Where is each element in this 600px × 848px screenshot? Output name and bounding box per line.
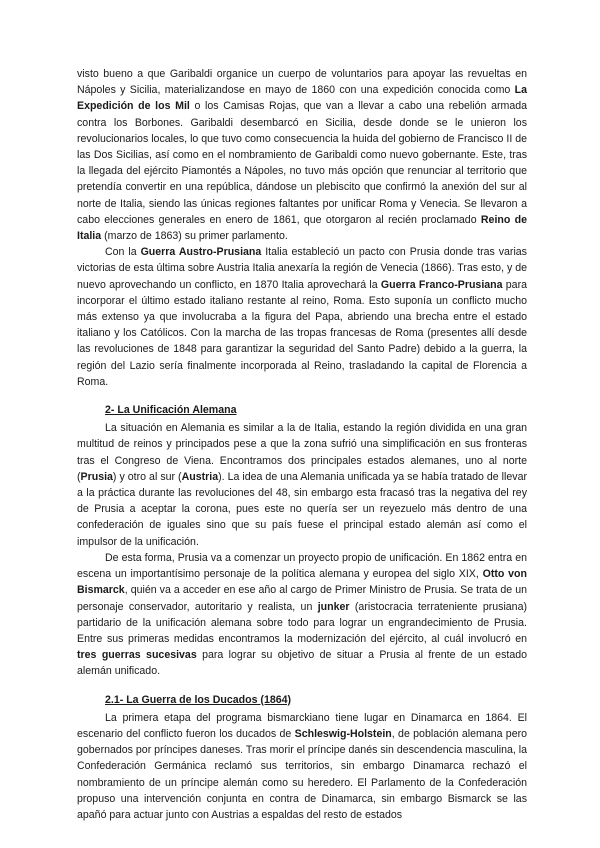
bold-term: Otto von Bismarck [77, 568, 528, 597]
subsection-heading: 2.1- La Guerra de los Ducados (1864) [105, 693, 292, 706]
bold-term: Reino de Italia [77, 213, 528, 243]
bold-term: Austria [181, 470, 219, 483]
section-heading: 2- La Unificación Alemana [105, 404, 237, 417]
paragraph-bismarck: De esta forma, Prusia va a comenzar un proyecto propio de unificación. En 1862 entra en escena un importantísimo personaje de la política alemana y europea del siglo XIX, Otto von Bismarck, quién va a acceder en ese año al cargo de Primer Ministro de Prusia. Se trata de un personaje conservador, autoritario y realista, un junker (aristocracia terrateniente prusiana) partidario de la unificación alemana sobre todo para lograr un engrandecimiento de Prusia. Entre sus primeras medidas encontramos la modernización del ejército, al cuál involucró en tres guerras sucesivas para lograr su objetivo de situar a Prusia al frente de un estado alemán unificado. [77, 551, 528, 678]
bold-term: Guerra Austro-Prusiana [140, 246, 262, 259]
bold-term: Schleswig-Holstein [294, 727, 392, 740]
bold-term: La Expedición de los Mil [77, 84, 527, 113]
document-page [77, 66, 527, 823]
bold-term: tres guerras sucesivas [77, 649, 197, 662]
paragraph-situacion-alemania: La situación en Alemania es similar a la de Italia, estando la región dividida en una gran multitud de reinos y principados pese a que la zona sufrió una simplificación en sus fronteras tras el Congreso de Viena. Encontramos dos principales estados alemanes, uno al norte (Prusia) y otro al sur (Austria). La idea de una Alemania unificada ya se había tratado de llevar a la práctica durante las revoluciones del 48, sin embargo esta fracasó tras la negativa del rey de Prusia a aceptar la corona, pues este no quería ser un reyezuelo más dentro de una confederación de iguales sino que su país fuese el principal estado alemán así como el impulsor de la unificación. [77, 422, 528, 548]
paragraph-garibaldi: visto bueno a que Garibaldi organice un cuerpo de voluntarios para apoyar las revueltas en Nápoles y Sicilia, materializandose en mayo de 1860 con una expedición conocida como La Expedición de los Mil o los Camisas Rojas, que van a llevar a cabo una rebelión armada contra los Borbones. Garibaldi desembarcó en Sicilia, desde donde se le unieron los revolucionarios locales, lo que tuvo como consecuencia la huida del gobierno de Francisco II de las Dos Sicilias, así como en el nombramiento de Garibaldi como nuevo gobernante. Este, tras la llegada del ejército Piamontés a Nápoles, no tuvo más opción que renunciar al territorio que pretendía convertir en una república, dándose un plebiscito que confirmó la anexión del sur al norte de Italia, siendo las únicas regiones faltantes por unificar Roma y Venecia. Se llevaron a cabo elecciones generales en enero de 1861, que otorgaron al recién proclamado Reino de Italia (marzo de 1863) su primer parlamento. [77, 68, 528, 243]
paragraph-austro-prusiana: Con la Guerra Austro-Prusiana Italia estableció un pacto con Prusia donde tras varias victorias de esta última sobre Austria Italia anexaría la región de Venecia (1866). Tras esto, y de nuevo aprovechando un conflicto, en 1870 Italia aprovechará la Guerra Franco-Prusiana para incorporar el último estado italiano restante al reino, Roma. Esto suponía un conflicto mucho más extenso ya que involucraba a la figura del Papa, abriendo una brecha entre el estado italiano y los Católicos. Con la marcha de las tropas francesas de Roma (presentes allí desde las revoluciones de 1848 para garantizar la seguridad del Santo Padre) debido a la guerra, la región del Lazio sería finalmente incorporada al Reino, trasladando la capital de Florencia a Roma. [77, 246, 527, 388]
bold-term: Guerra Franco-Prusiana [380, 278, 503, 291]
bold-term: Prusia [80, 470, 113, 483]
paragraph-guerra-ducados: La primera etapa del programa bismarckiano tiene lugar en Dinamarca en 1864. El escenario del conflicto fueron los ducados de Schleswig-Holstein, de población alemana pero gobernados por príncipes daneses. Tras morir el príncipe danés sin descendencia masculina, la Confederación Germánica reclamó sus territorios, sin embargo Dinamarca rechazó el nombramiento de un príncipe alemán como su heredero. El Parlamento de la Confederación propuso una intervención conjunta en contra de Dinamarca, sin embargo Bismarck se las apañó para actuar junto con Austrias a espaldas del resto de estados [77, 711, 528, 821]
bold-term: junker [317, 600, 350, 613]
